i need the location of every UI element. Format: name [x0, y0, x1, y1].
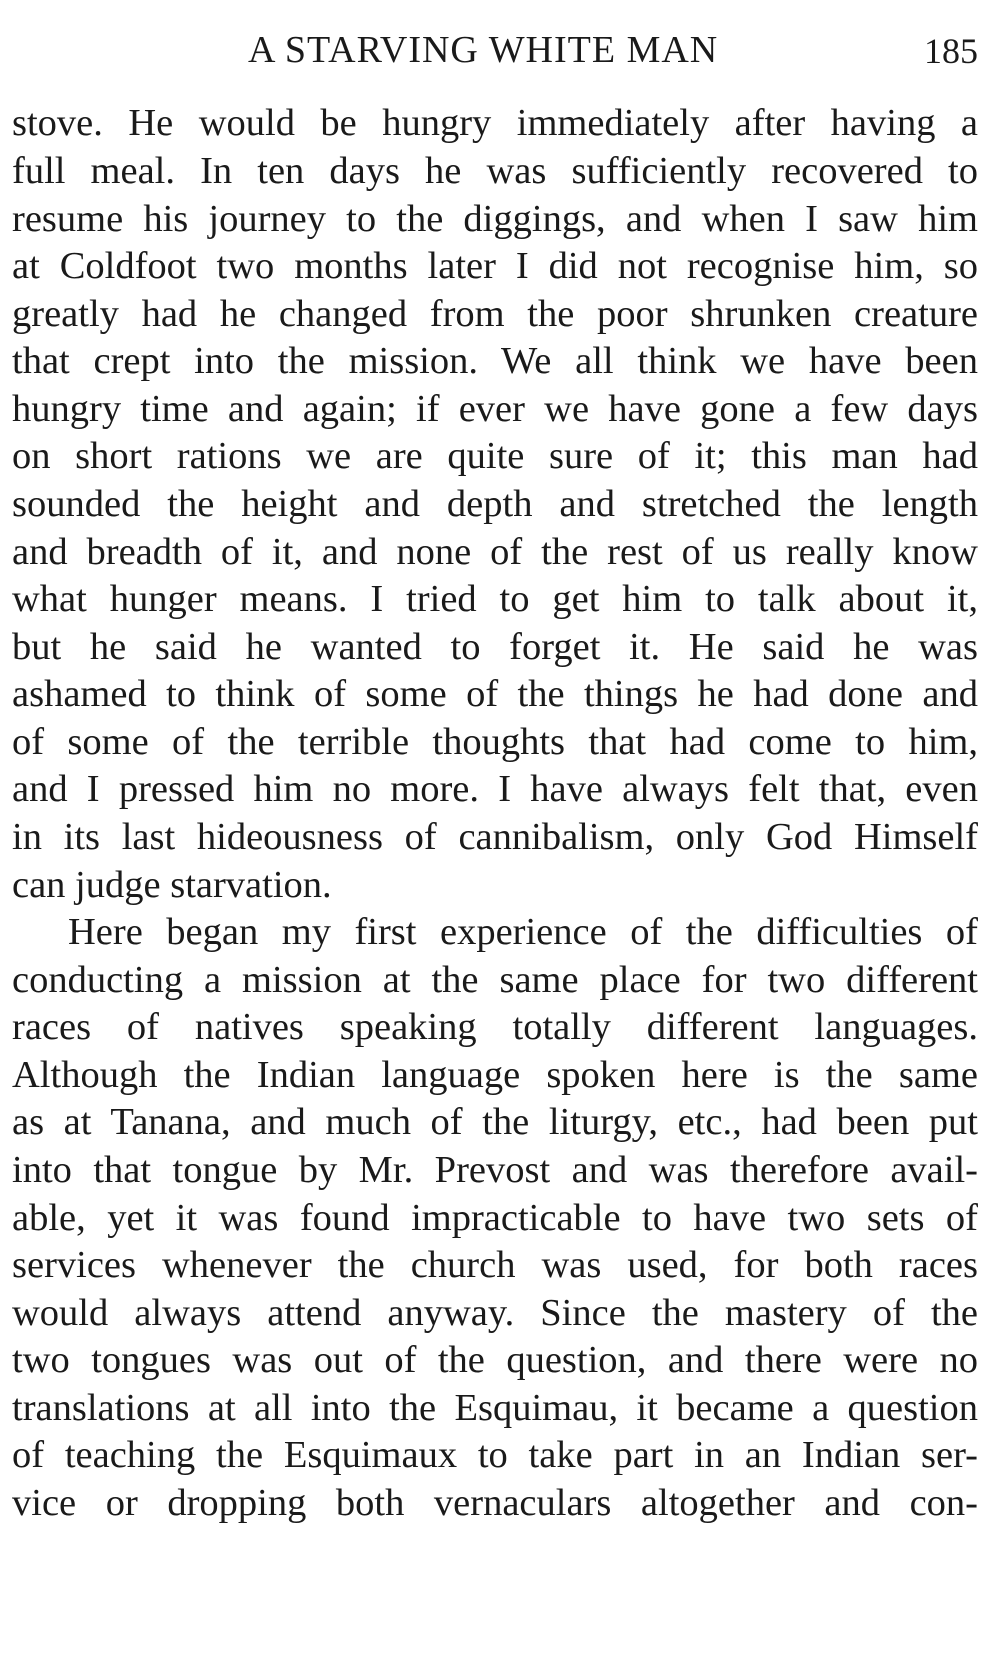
text-line: ashamed to think of some of the things he had done and: [12, 673, 978, 715]
text-line: greatly had he changed from the poor shrunken creature: [12, 293, 978, 335]
text-line: sounded the height and depth and stretched the length: [12, 483, 978, 525]
text-line: conducting a mission at the same place for two different: [12, 959, 978, 1001]
text-line: would always attend anyway. Since the mastery of the: [12, 1292, 978, 1334]
text-line: full meal. In ten days he was sufficiently recovered to: [12, 150, 978, 192]
text-line: what hunger means. I tried to get him to talk about it,: [12, 578, 978, 620]
text-line: and breadth of it, and none of the rest of us really know: [12, 531, 978, 573]
running-head: [12, 28, 988, 84]
text-line: services whenever the church was used, for both races: [12, 1244, 978, 1286]
running-title: A STARVING WHITE MAN: [248, 29, 719, 71]
text-line: Here began my first experience of the difficulties of: [68, 911, 978, 953]
text-line: in its last hideousness of cannibalism, only God Himself: [12, 816, 978, 858]
text-line: but he said he wanted to forget it. He said he was: [12, 626, 978, 668]
text-line: on short rations we are quite sure of it; this man had: [12, 435, 978, 477]
text-line: races of natives speaking totally different languages.: [12, 1006, 978, 1048]
text-line: that crept into the mission. We all think we have been: [12, 340, 978, 382]
text-line: Although the Indian language spoken here is the same: [12, 1054, 978, 1096]
text-line: of teaching the Esquimaux to take part in an Indian ser-: [12, 1434, 978, 1476]
text-line: stove. He would be hungry immediately after having a: [12, 102, 978, 144]
text-line: at Coldfoot two months later I did not recognise him, so: [12, 245, 978, 287]
text-line: able, yet it was found impracticable to have two sets of: [12, 1197, 978, 1239]
text-line: resume his journey to the diggings, and when I saw him: [12, 198, 978, 240]
text-line: translations at all into the Esquimau, it became a question: [12, 1387, 978, 1429]
text-line: and I pressed him no more. I have always felt that, even: [12, 768, 978, 810]
text-line: as at Tanana, and much of the liturgy, etc., had been put: [12, 1101, 978, 1143]
text-line: of some of the terrible thoughts that had come to him,: [12, 721, 978, 763]
text-line: into that tongue by Mr. Prevost and was therefore avail-: [12, 1149, 978, 1191]
text-line: two tongues was out of the question, and there were no: [12, 1339, 978, 1381]
text-line: can judge starvation.: [12, 864, 332, 906]
page-number: 185: [924, 31, 978, 71]
text-line: hungry time and again; if ever we have gone a few days: [12, 388, 978, 430]
text-line: vice or dropping both vernaculars altogether and con-: [12, 1482, 978, 1524]
